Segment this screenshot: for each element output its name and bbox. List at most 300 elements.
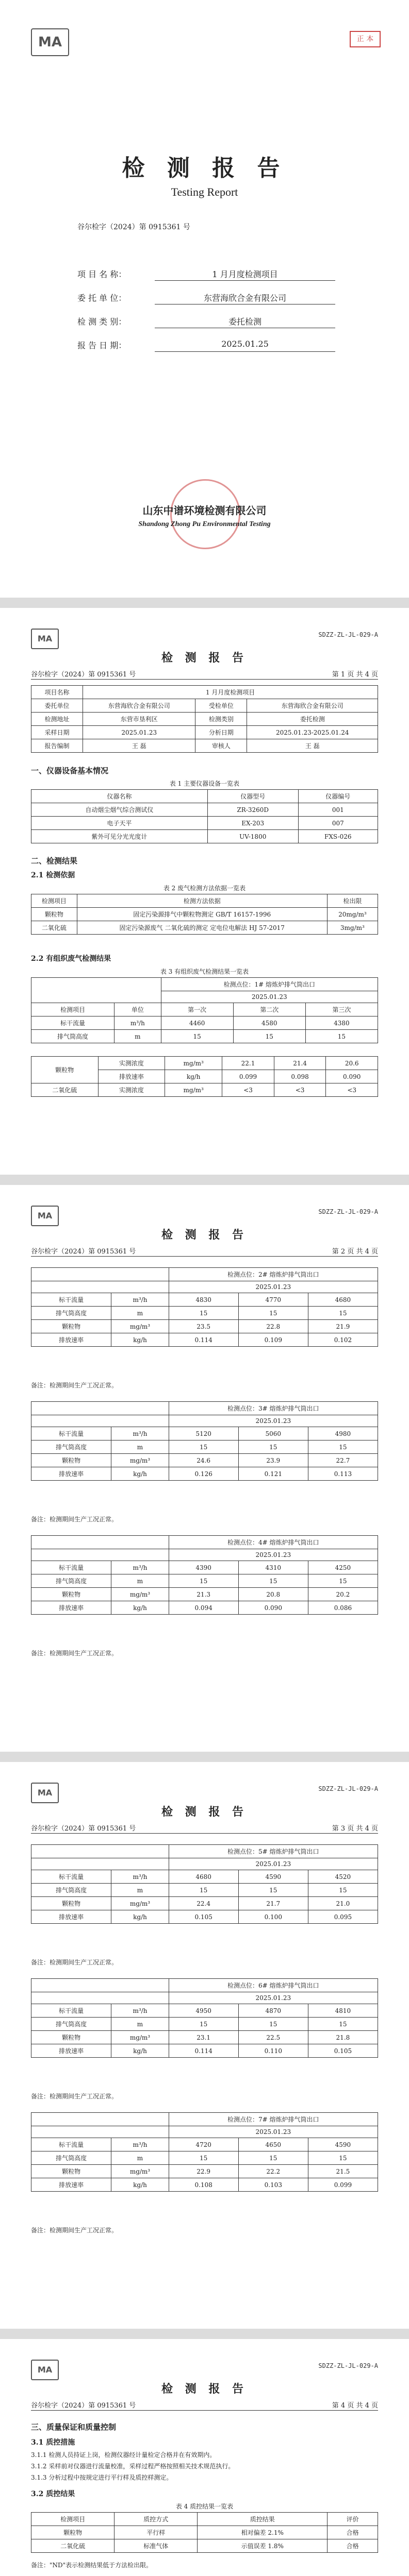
table-row xyxy=(31,2018,378,2031)
table-cell: 007 xyxy=(298,817,378,830)
report-page-3 xyxy=(0,1762,409,2329)
table-row xyxy=(31,2044,378,2058)
table-cell: 检测点位：4# 熔炼炉排气筒出口 xyxy=(169,1536,378,1549)
table-cell: mg/m³ xyxy=(165,1057,222,1070)
table-row xyxy=(31,1910,378,1924)
table-cell: 东营海欣合金有限公司 xyxy=(83,699,195,713)
table-cell: 检测点位：7# 熔炼炉排气筒出口 xyxy=(169,2113,378,2126)
table-cell: 4390 xyxy=(169,1561,238,1574)
table-cell: <3 xyxy=(274,1083,326,1097)
table-cell: kg/h xyxy=(165,1070,222,1083)
table-cell: 东营海欣合金有限公司 xyxy=(247,699,378,713)
table-cell: <3 xyxy=(326,1083,378,1097)
table-cell: 0.108 xyxy=(169,2178,238,2192)
field-value: 2025.01.25 xyxy=(155,339,335,352)
table-cell: 固定污染源排气中颗粒物测定 GB/T 16157-1996 xyxy=(77,908,327,921)
table-cell: 15 xyxy=(238,1440,308,1454)
table-cell: mg/m³ xyxy=(165,1083,222,1097)
table-row xyxy=(31,2526,378,2539)
table-cell: 2025.01.23 xyxy=(161,991,378,1003)
table-cell: 2025.01.23 xyxy=(169,1549,378,1561)
result-table xyxy=(31,977,378,1043)
table-cell: 4950 xyxy=(169,2004,238,2018)
table-cell xyxy=(31,1549,169,1561)
table-cell: 0.098 xyxy=(274,1070,326,1083)
table-row xyxy=(31,1979,378,1992)
cover-report-no: 谷尔检字（2024）第 0915361 号 xyxy=(77,223,190,231)
cma-logo-text: MA xyxy=(37,634,53,643)
table-row xyxy=(31,1402,378,1415)
table-cell: 排气筒高度 xyxy=(31,1030,114,1043)
table-cell: 0.114 xyxy=(169,2044,238,2058)
field-value: 东营海欣合金有限公司 xyxy=(155,292,335,304)
table-cell: 排气筒高度 xyxy=(31,1574,111,1588)
table-cell: 颗粒物 xyxy=(31,1897,111,1910)
result-table xyxy=(31,2112,378,2192)
table-cell: 4460 xyxy=(161,1016,233,1030)
table-note: 备注："ND"表示检测结果低于方法检出限。 xyxy=(31,2562,153,2569)
column-header: 质控结果 xyxy=(198,2513,328,2526)
page-number: 第 4 页 共 4 页 xyxy=(332,2402,378,2410)
table-cell: 4310 xyxy=(238,1561,308,1574)
table-cell: mg/m³ xyxy=(111,1320,169,1333)
qc-table xyxy=(31,2512,378,2553)
table-cell: kg/h xyxy=(111,1333,169,1347)
table-note: 备注：检测期间生产工况正常。 xyxy=(31,1650,118,1657)
table-cell: 示值误差 1.8% xyxy=(198,2539,328,2553)
table-row xyxy=(31,1588,378,1601)
table-row xyxy=(31,1320,378,1333)
table-caption: 表 1 主要仪器设备一览表 xyxy=(169,780,240,787)
page-number: 第 1 页 共 4 页 xyxy=(332,671,378,679)
table-cell: 电子天平 xyxy=(31,817,208,830)
table-cell: 24.6 xyxy=(169,1454,238,1467)
original-copy-stamp xyxy=(350,31,381,47)
table-cell: m xyxy=(111,1440,169,1454)
table-cell: 二氧化硫 xyxy=(31,921,77,935)
column-header: 仪器编号 xyxy=(298,790,378,803)
table-cell: 4680 xyxy=(169,1870,238,1884)
cma-logo xyxy=(31,1783,59,1803)
table-cell: 标干流量 xyxy=(31,2004,111,2018)
result-detail-table xyxy=(31,1056,378,1097)
table-cell: 0.090 xyxy=(238,1601,308,1615)
table-cell: m³/h xyxy=(111,2138,169,2151)
section-heading: 二、检测结果 xyxy=(31,856,78,866)
table-cell: 受检单位 xyxy=(195,699,247,713)
table-cell: m xyxy=(111,1884,169,1897)
table-cell: 委托单位 xyxy=(31,699,83,713)
table-cell: 4650 xyxy=(238,2138,308,2151)
table-cell: kg/h xyxy=(111,1601,169,1615)
field-label: 检 测 类 别： xyxy=(77,317,127,327)
table-cell: 标干流量 xyxy=(31,2138,111,2151)
table-cell xyxy=(31,1402,169,1415)
table-note: 备注：检测期间生产工况正常。 xyxy=(31,2227,118,2234)
table-row xyxy=(31,2151,378,2165)
table-caption: 表 4 质控结果一览表 xyxy=(175,2503,234,2510)
page-title: 检 测 报 告 xyxy=(161,2382,248,2396)
table-row xyxy=(31,1897,378,1910)
table-cell: m³/h xyxy=(111,1427,169,1440)
table-cell: 21.0 xyxy=(308,1897,378,1910)
table-cell: 15 xyxy=(308,2151,378,2165)
cover-field-row xyxy=(77,268,335,292)
table-cell: 分析日期 xyxy=(195,726,247,739)
table-row xyxy=(31,978,378,991)
table-cell: 4830 xyxy=(169,1293,238,1307)
table-cell: 紫外可见分光光度计 xyxy=(31,830,208,843)
table-row xyxy=(31,739,378,753)
table-cell: 15 xyxy=(238,1884,308,1897)
table-cell: 项目名称 xyxy=(31,686,83,699)
table-cell: m xyxy=(111,1307,169,1320)
table-cell: 排放速率 xyxy=(31,1910,111,1924)
table-cell: mg/m³ xyxy=(111,1588,169,1601)
table-note: 备注：检测期间生产工况正常。 xyxy=(31,1516,118,1523)
doc-code: SDZZ-ZL-JL-029-A xyxy=(318,631,378,638)
column-header: 仪器型号 xyxy=(207,790,298,803)
table-cell: 自动烟尘烟气综合测试仪 xyxy=(31,803,208,817)
table-cell: 1 月月度检测项目 xyxy=(83,686,378,699)
table-cell: m xyxy=(111,1574,169,1588)
table-cell: m³/h xyxy=(111,1293,169,1307)
table-cell: 15 xyxy=(169,2018,238,2031)
column-header: 质控方式 xyxy=(114,2513,198,2526)
table-cell: 4590 xyxy=(238,1870,308,1884)
table-cell: 排放速率 xyxy=(31,1467,111,1481)
table-cell: 标干流量 xyxy=(31,1016,114,1030)
table-cell: 0.100 xyxy=(238,1910,308,1924)
table-cell: 4590 xyxy=(308,2138,378,2151)
table-header-row xyxy=(31,1003,378,1016)
table-cell: 4870 xyxy=(238,2004,308,2018)
table-cell: 2025.01.23 xyxy=(169,1858,378,1870)
table-row xyxy=(31,1440,378,1454)
table-cell: 0.109 xyxy=(238,1333,308,1347)
table-row xyxy=(31,1083,378,1097)
table-row xyxy=(31,1057,378,1070)
result-table xyxy=(31,1978,378,2058)
table-row xyxy=(31,699,378,713)
table-row xyxy=(31,1858,378,1870)
table-row xyxy=(31,1427,378,1440)
table-cell: 排放速率 xyxy=(31,1333,111,1347)
table-cell: 标干流量 xyxy=(31,1427,111,1440)
subsection-heading: 2.2 有组织废气检测结果 xyxy=(31,955,111,963)
cma-logo-text: MA xyxy=(37,1788,53,1798)
table-cell: 排气筒高度 xyxy=(31,1884,111,1897)
table-cell: 0.121 xyxy=(238,1467,308,1481)
table-cell: 4810 xyxy=(308,2004,378,2018)
table-header-row xyxy=(31,790,378,803)
table-row xyxy=(31,908,378,921)
page-title: 检 测 报 告 xyxy=(161,1228,248,1242)
table-cell: 15 xyxy=(169,1307,238,1320)
column-header: 仪器名称 xyxy=(31,790,208,803)
table-cell: 颗粒物 xyxy=(31,1057,99,1083)
table-cell: 颗粒物 xyxy=(31,1454,111,1467)
table-row xyxy=(31,2539,378,2553)
table-row xyxy=(31,726,378,739)
header-divider xyxy=(31,1833,378,1834)
table-cell: 颗粒物 xyxy=(31,1588,111,1601)
table-cell: FXS-026 xyxy=(298,830,378,843)
subsection-heading: 3.2 质控结果 xyxy=(31,2490,75,2498)
page-title: 检 测 报 告 xyxy=(161,1805,248,1819)
table-cell: 22.7 xyxy=(308,1454,378,1467)
table-cell: 审核人 xyxy=(195,739,247,753)
table-cell: m xyxy=(114,1030,161,1043)
table-cell: 5060 xyxy=(238,1427,308,1440)
section-heading: 一、仪器设备基本情况 xyxy=(31,766,109,775)
table-row xyxy=(31,2178,378,2192)
table-row xyxy=(31,1333,378,1347)
column-header: 检测项目 xyxy=(31,894,77,908)
qc-line: 3.1.1 检测人员持证上岗，检测仪器经计量检定合格并在有效期内。 xyxy=(31,2451,216,2459)
table-cell: 检测点位：5# 熔炼炉排气筒出口 xyxy=(169,1845,378,1858)
table-row xyxy=(31,2126,378,2138)
table-cell: 21.4 xyxy=(274,1057,326,1070)
table-cell: 15 xyxy=(238,2151,308,2165)
table-cell: 检测点位：6# 熔炼炉排气筒出口 xyxy=(169,1979,378,1992)
table-note: 备注：检测期间生产工况正常。 xyxy=(31,1959,118,1966)
cma-logo xyxy=(31,2360,59,2380)
table-row xyxy=(31,713,378,726)
cover-org-name: 山东中谱环境检测有限公司 xyxy=(142,504,267,517)
table-cell: mg/m³ xyxy=(111,1897,169,1910)
table-caption: 表 3 有组织废气检测结果一览表 xyxy=(160,968,249,975)
table-cell: 15 xyxy=(308,1574,378,1588)
table-cell: 21.9 xyxy=(308,1320,378,1333)
page-number: 第 2 页 共 4 页 xyxy=(332,1248,378,1256)
table-cell: UV-1800 xyxy=(207,830,298,843)
cma-logo-text: MA xyxy=(38,35,62,50)
table-cell: 检测点位：1# 熔炼炉排气筒出口 xyxy=(161,978,378,991)
table-cell: 颗粒物 xyxy=(31,2031,111,2044)
column-header: 检出限 xyxy=(327,894,378,908)
table-row xyxy=(31,2165,378,2178)
table-row xyxy=(31,803,378,817)
report-page-1 xyxy=(0,608,409,1175)
table-row xyxy=(31,1561,378,1574)
table-row xyxy=(31,2138,378,2151)
table-cell: kg/h xyxy=(111,1910,169,1924)
table-cell: 15 xyxy=(238,2018,308,2031)
header-divider xyxy=(31,679,378,680)
table-row xyxy=(31,1030,378,1043)
doc-code: SDZZ-ZL-JL-029-A xyxy=(318,2362,378,2369)
table-cell: 23.5 xyxy=(169,1320,238,1333)
table-cell: 王 磊 xyxy=(247,739,378,753)
cma-logo-text: MA xyxy=(37,1211,53,1221)
corner-mark: 正 本 xyxy=(356,35,374,43)
table-cell: 报告编制 xyxy=(31,739,83,753)
table-row xyxy=(31,1536,378,1549)
table-cell: 0.099 xyxy=(222,1070,274,1083)
report-no: 谷尔检字（2024）第 0915361 号 xyxy=(31,1825,136,1833)
table-row xyxy=(31,2031,378,2044)
table-cell: 检测地址 xyxy=(31,713,83,726)
table-cell: 15 xyxy=(308,1884,378,1897)
table-cell: 2025.01.23 xyxy=(169,1415,378,1427)
column-header: 第一次 xyxy=(161,1003,233,1016)
table-cell: 0.103 xyxy=(238,2178,308,2192)
table-row xyxy=(31,1992,378,2004)
table-cell: 0.102 xyxy=(308,1333,378,1347)
table-cell: 2025.01.23 xyxy=(169,1992,378,2004)
table-cell: 23.1 xyxy=(169,2031,238,2044)
table-cell: 22.8 xyxy=(238,1320,308,1333)
table-cell: kg/h xyxy=(111,2044,169,2058)
result-table xyxy=(31,1844,378,1924)
table-cell: 排放速率 xyxy=(31,2178,111,2192)
table-cell: 4380 xyxy=(305,1016,378,1030)
table-cell: 排气筒高度 xyxy=(31,2018,111,2031)
table-row xyxy=(31,1293,378,1307)
report-page-4 xyxy=(0,2339,409,2576)
table-row xyxy=(31,1281,378,1293)
table-cell: 0.099 xyxy=(308,2178,378,2192)
table-cell: 21.3 xyxy=(169,1588,238,1601)
result-table xyxy=(31,1535,378,1615)
table-cell: mg/m³ xyxy=(111,2165,169,2178)
table-cell: 排气筒高度 xyxy=(31,1307,111,1320)
table-cell: 15 xyxy=(238,1307,308,1320)
table-cell: 标准气体 xyxy=(114,2539,198,2553)
table-note: 备注：检测期间生产工况正常。 xyxy=(31,2093,118,2100)
table-cell: mg/m³ xyxy=(111,1454,169,1467)
table-cell xyxy=(31,2126,169,2138)
page-number: 第 3 页 共 4 页 xyxy=(332,1825,378,1833)
table-cell: ZR-3260D xyxy=(207,803,298,817)
equipment-table xyxy=(31,789,378,843)
table-row xyxy=(31,1467,378,1481)
report-page-2 xyxy=(0,1185,409,1752)
result-table xyxy=(31,1267,378,1347)
table-cell: 001 xyxy=(298,803,378,817)
table-cell: 0.126 xyxy=(169,1467,238,1481)
cma-logo-text: MA xyxy=(37,2365,53,2375)
cover-org-name-en: Shandong Zhong Pu Environmental Testing xyxy=(138,520,271,528)
table-cell xyxy=(31,1845,169,1858)
table-note: 备注：检测期间生产工况正常。 xyxy=(31,1382,118,1389)
table-cell: 4250 xyxy=(308,1561,378,1574)
table-cell: 排气筒高度 xyxy=(31,2151,111,2165)
table-row xyxy=(31,1016,378,1030)
table-cell: mg/m³ xyxy=(111,2031,169,2044)
table-header-row xyxy=(31,894,378,908)
table-cell: 0.090 xyxy=(326,1070,378,1083)
table-cell: 颗粒物 xyxy=(31,1320,111,1333)
column-header: 检测方法依据 xyxy=(77,894,327,908)
table-cell: 15 xyxy=(169,1884,238,1897)
section-heading: 三、质量保证和质量控制 xyxy=(31,2422,117,2432)
table-cell: <3 xyxy=(222,1083,274,1097)
project-info-table xyxy=(31,685,378,753)
table-row xyxy=(31,1601,378,1615)
table-cell: 23.9 xyxy=(238,1454,308,1467)
table-cell: 21.5 xyxy=(308,2165,378,2178)
qc-line: 3.1.3 分析过程中按规定进行平行样及质控样测定。 xyxy=(31,2474,173,2481)
table-cell: 0.105 xyxy=(169,1910,238,1924)
table-cell: 2025.01.23 xyxy=(169,2126,378,2138)
table-cell: 15 xyxy=(161,1030,233,1043)
table-row xyxy=(31,830,378,843)
table-cell xyxy=(31,2113,169,2126)
doc-code: SDZZ-ZL-JL-029-A xyxy=(318,1208,378,1215)
table-cell: 15 xyxy=(308,1440,378,1454)
column-header: 单位 xyxy=(114,1003,161,1016)
table-cell: 采样日期 xyxy=(31,726,83,739)
table-cell: 4580 xyxy=(233,1016,305,1030)
field-label: 报 告 日 期： xyxy=(77,341,127,350)
column-header: 评价 xyxy=(328,2513,378,2526)
header-divider xyxy=(31,2410,378,2411)
table-cell: 22.9 xyxy=(169,2165,238,2178)
table-cell: 3mg/m³ xyxy=(327,921,378,935)
table-cell: 2025.01.23 xyxy=(169,1281,378,1293)
table-cell: 21.8 xyxy=(308,2031,378,2044)
table-cell: m³/h xyxy=(111,1561,169,1574)
table-cell: kg/h xyxy=(111,1467,169,1481)
table-cell: 22.2 xyxy=(238,2165,308,2178)
table-cell: 排气筒高度 xyxy=(31,1440,111,1454)
table-cell: 标干流量 xyxy=(31,1293,111,1307)
table-cell: 合格 xyxy=(328,2526,378,2539)
table-cell xyxy=(31,978,161,1003)
table-row xyxy=(31,1884,378,1897)
column-header: 检测项目 xyxy=(31,1003,114,1016)
table-cell: 东营市垦利区 xyxy=(83,713,195,726)
table-cell xyxy=(31,1536,169,1549)
table-cell: 20mg/m³ xyxy=(327,908,378,921)
cover-field-row xyxy=(77,339,335,363)
cover-field-row xyxy=(77,292,335,315)
table-cell: 委托检测 xyxy=(247,713,378,726)
table-cell: 20.8 xyxy=(238,1588,308,1601)
table-cell: 0.094 xyxy=(169,1601,238,1615)
field-label: 委 托 单 位： xyxy=(77,293,127,303)
table-cell: 15 xyxy=(169,1574,238,1588)
table-cell: 实测浓度 xyxy=(98,1083,165,1097)
table-cell: 标干流量 xyxy=(31,1561,111,1574)
table-cell xyxy=(31,1281,169,1293)
table-cell: m³/h xyxy=(114,1016,161,1030)
qc-line: 3.1.2 采样前对仪器进行流量校准，采样过程严格按照相关技术规范执行。 xyxy=(31,2463,235,2470)
table-cell: 15 xyxy=(238,1574,308,1588)
table-cell: 固定污染源废气 二氧化硫的测定 定电位电解法 HJ 57-2017 xyxy=(77,921,327,935)
report-no: 谷尔检字（2024）第 0915361 号 xyxy=(31,2402,136,2410)
cover-title: 检 测 报 告 xyxy=(122,155,287,181)
table-cell: 15 xyxy=(308,2018,378,2031)
table-cell: 21.7 xyxy=(238,1897,308,1910)
table-cell: 4680 xyxy=(308,1293,378,1307)
table-cell: m xyxy=(111,2018,169,2031)
table-cell: 0.113 xyxy=(308,1467,378,1481)
table-cell: 颗粒物 xyxy=(31,908,77,921)
table-cell: 0.105 xyxy=(308,2044,378,2058)
result-table xyxy=(31,1401,378,1481)
table-row xyxy=(31,2113,378,2126)
table-cell: kg/h xyxy=(111,2178,169,2192)
subsection-heading: 3.1 质控措施 xyxy=(31,2438,75,2447)
method-table xyxy=(31,894,378,935)
table-cell: 0.095 xyxy=(308,1910,378,1924)
table-cell xyxy=(31,1992,169,2004)
table-row xyxy=(31,1454,378,1467)
field-value: 1 月月度检测项目 xyxy=(155,268,335,281)
